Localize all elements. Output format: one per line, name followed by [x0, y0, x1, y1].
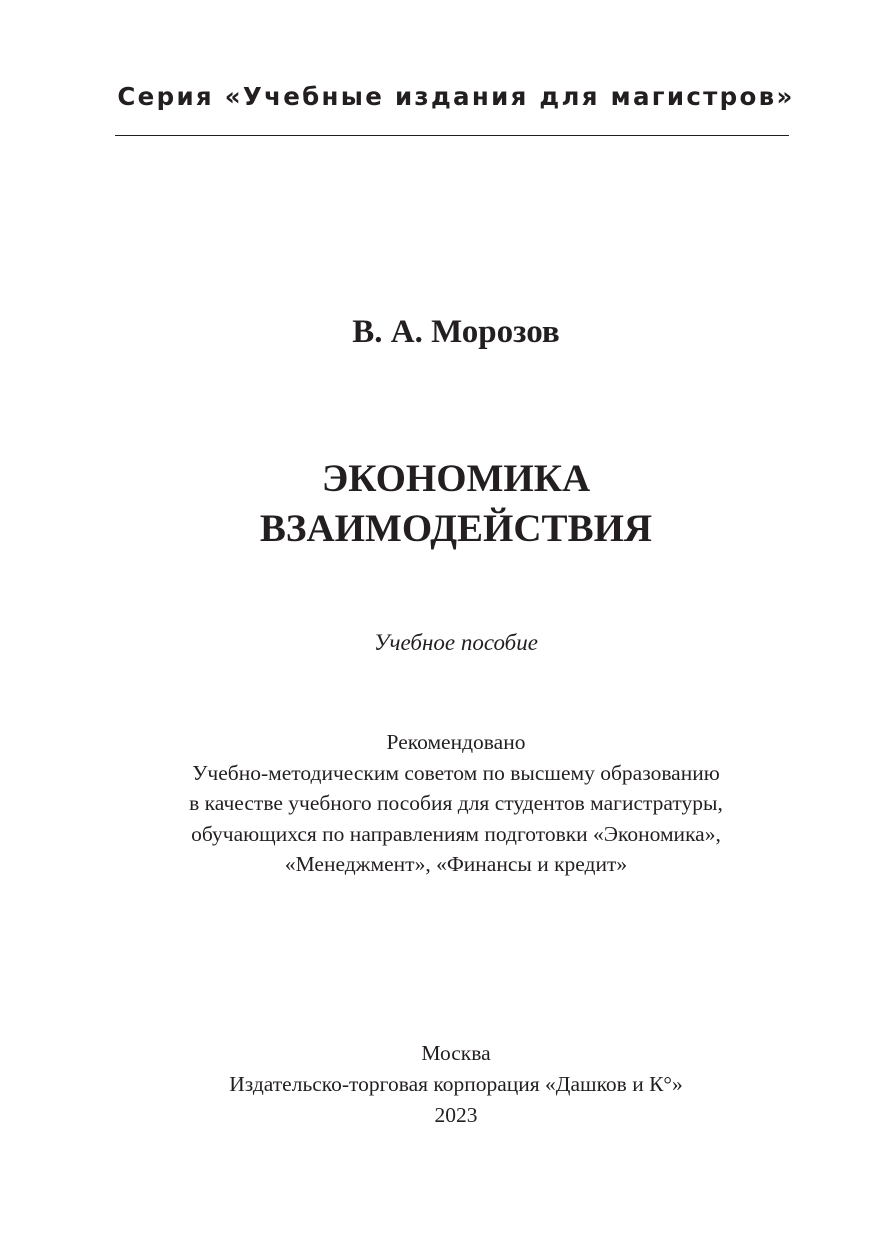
recommendation-line: в качестве учебного пособия для студентов магистратуры,	[189, 791, 723, 815]
imprint-publisher: Издательско-торговая корпорация «Дашков и К°»	[229, 1072, 683, 1096]
imprint-city: Москва	[421, 1041, 491, 1065]
imprint-year: 2023	[434, 1103, 478, 1127]
header-divider	[115, 135, 789, 136]
book-subtitle: Учебное пособие	[374, 630, 538, 655]
book-title-line: ЭКОНОМИКА	[321, 457, 591, 500]
imprint-block	[0, 1038, 876, 1131]
recommendation-block	[0, 727, 876, 880]
author-name: В. А. Морозов	[352, 314, 560, 350]
recommendation-line: «Менеджмент», «Финансы и кредит»	[284, 852, 628, 876]
recommendation-line: Рекомендовано	[386, 730, 526, 754]
book-title-line: ВЗАИМОДЕЙСТВИЯ	[259, 507, 653, 550]
series-title: Серия «Учебные издания для магистров»	[117, 82, 795, 111]
recommendation-line: Учебно-методическим советом по высшему образованию	[192, 760, 720, 785]
book-title	[0, 454, 876, 554]
recommendation-line: обучающихся по направлениям подготовки «Экономика»,	[191, 821, 721, 846]
